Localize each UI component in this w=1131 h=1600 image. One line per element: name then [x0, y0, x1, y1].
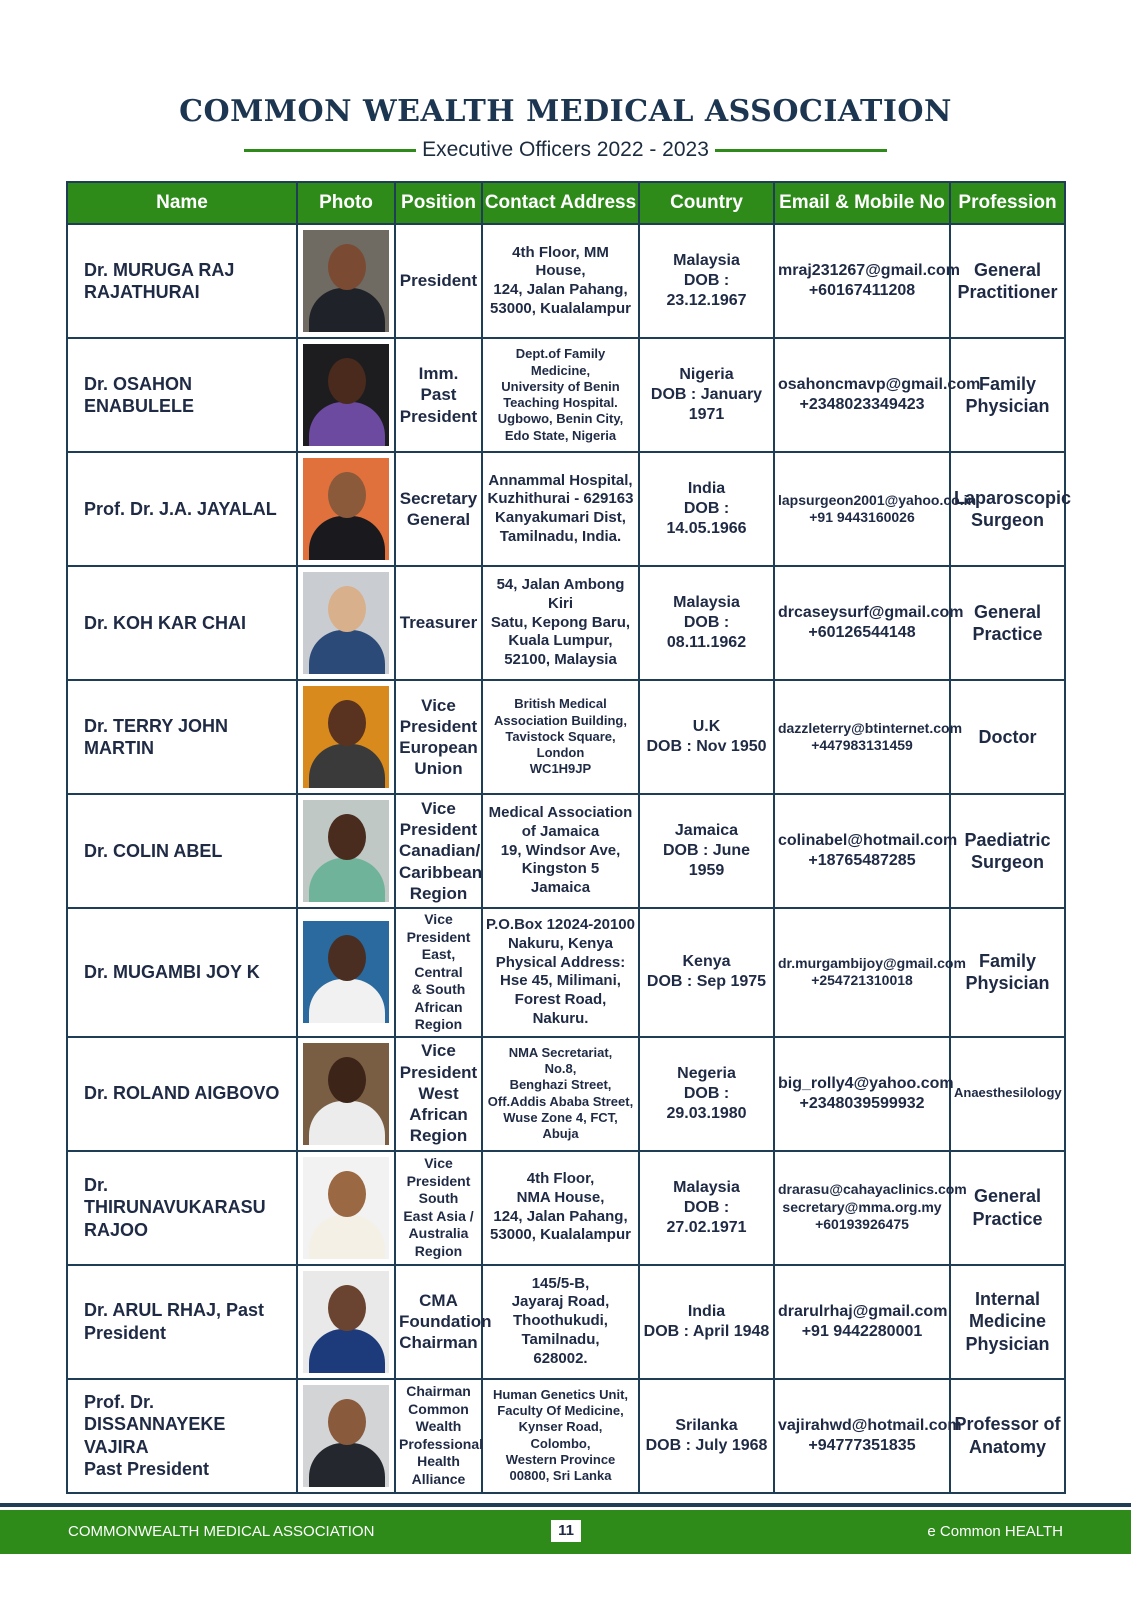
officer-position: CMA Foundation Chairman: [395, 1265, 482, 1379]
photo-cell: [297, 1037, 395, 1151]
officer-email-mobile: big_rolly4@yahoo.com +2348039599932: [774, 1037, 950, 1151]
document-subtitle: Executive Officers 2022 - 2023: [422, 138, 709, 161]
officer-email-mobile: vajirahwd@hotmail.com +94777351835: [774, 1379, 950, 1493]
officer-address: NMA Secretariat, No.8, Benghazi Street, Off.Addis Ababa Street, Wuse Zone 4, FCT, Abuja: [482, 1037, 639, 1151]
officer-name: Dr. ROLAND AIGBOVO: [67, 1037, 297, 1151]
photo-head: [328, 700, 366, 746]
footer-publication: e Common HEALTH: [927, 1523, 1063, 1540]
officer-country-dob: Kenya DOB : Sep 1975: [639, 908, 774, 1037]
officer-email-mobile: dr.murgambijoy@gmail.com +254721310018: [774, 908, 950, 1037]
officer-email-mobile: drarulrhaj@gmail.com +91 9442280001: [774, 1265, 950, 1379]
photo-body: [309, 1443, 385, 1487]
officer-photo: [303, 686, 389, 788]
divider-line: [715, 149, 887, 152]
table-row: [67, 1037, 1065, 1151]
officer-address: P.O.Box 12024-20100 Nakuru, Kenya Physical Address: Hse 45, Milimani, Forest Road, Nakuru.: [482, 908, 639, 1037]
photo-body: [309, 402, 385, 446]
photo-cell: [297, 908, 395, 1037]
officer-name: Prof. Dr. J.A. JAYALAL: [67, 452, 297, 566]
officer-photo: [303, 800, 389, 902]
officer-name: Dr. THIRUNAVUKARASU RAJOO: [67, 1151, 297, 1265]
table-row: [67, 338, 1065, 452]
photo-body: [309, 1329, 385, 1373]
officer-email-mobile: mraj231267@gmail.com +60167411208: [774, 224, 950, 338]
header-profession: Profession: [950, 182, 1065, 224]
officer-photo: [303, 921, 389, 1023]
photo-head: [328, 586, 366, 632]
officer-name: Dr. OSAHON ENABULELE: [67, 338, 297, 452]
officer-profession: Paediatric Surgeon: [950, 794, 1065, 908]
officer-photo: [303, 1043, 389, 1145]
photo-head: [328, 472, 366, 518]
officer-position: Imm. Past President: [395, 338, 482, 452]
officer-name: Prof. Dr. DISSANNAYEKE VAJIRA Past President: [67, 1379, 297, 1493]
footer-organization: COMMONWEALTH MEDICAL ASSOCIATION: [68, 1523, 375, 1540]
officer-position: Vice President Canadian/ Caribbean Region: [395, 794, 482, 908]
photo-head: [328, 935, 366, 981]
officer-country-dob: Malaysia DOB : 08.11.1962: [639, 566, 774, 680]
photo-cell: [297, 1265, 395, 1379]
officer-country-dob: U.K DOB : Nov 1950: [639, 680, 774, 794]
page-footer: [0, 1510, 1131, 1554]
officer-position: President: [395, 224, 482, 338]
photo-head: [328, 358, 366, 404]
officer-photo: [303, 1157, 389, 1259]
photo-cell: [297, 224, 395, 338]
officer-photo: [303, 344, 389, 446]
photo-cell: [297, 452, 395, 566]
officer-profession: General Practice: [950, 566, 1065, 680]
officer-address: Annammal Hospital, Kuzhithurai - 629163 Kanyakumari Dist, Tamilnadu, India.: [482, 452, 639, 566]
officer-address: Dept.of Family Medicine, University of Benin Teaching Hospital. Ugbowo, Benin City, Edo State, Nigeria: [482, 338, 639, 452]
officer-photo: [303, 230, 389, 332]
officer-name: Dr. KOH KAR CHAI: [67, 566, 297, 680]
officer-profession: Laparoscopic Surgeon: [950, 452, 1065, 566]
table-row: [67, 908, 1065, 1037]
header-country: Country: [639, 182, 774, 224]
officer-name: Dr. TERRY JOHN MARTIN: [67, 680, 297, 794]
page-number: 11: [551, 1520, 581, 1542]
officer-profession: Family Physician: [950, 338, 1065, 452]
table-row: [67, 566, 1065, 680]
officer-country-dob: India DOB : April 1948: [639, 1265, 774, 1379]
officer-country-dob: Jamaica DOB : June 1959: [639, 794, 774, 908]
header-photo: Photo: [297, 182, 395, 224]
table-row: [67, 1151, 1065, 1265]
officer-photo: [303, 1271, 389, 1373]
photo-body: [309, 1215, 385, 1259]
officer-address: British Medical Association Building, Tavistock Square, London WC1H9JP: [482, 680, 639, 794]
photo-cell: [297, 338, 395, 452]
officer-name: Dr. ARUL RHAJ, Past President: [67, 1265, 297, 1379]
table-row: [67, 680, 1065, 794]
table-row: [67, 1265, 1065, 1379]
photo-body: [309, 744, 385, 788]
photo-head: [328, 1285, 366, 1331]
officer-address: 4th Floor, MM House, 124, Jalan Pahang, 53000, Kualalampur: [482, 224, 639, 338]
officer-photo: [303, 1385, 389, 1487]
officer-position: Vice President South East Asia / Australia Region: [395, 1151, 482, 1265]
header-position: Position: [395, 182, 482, 224]
officer-profession: Family Physician: [950, 908, 1065, 1037]
officer-country-dob: Malaysia DOB : 27.02.1971: [639, 1151, 774, 1265]
officer-country-dob: Negeria DOB : 29.03.1980: [639, 1037, 774, 1151]
officer-email-mobile: drcaseysurf@gmail.com +60126544148: [774, 566, 950, 680]
photo-head: [328, 1057, 366, 1103]
divider-line: [244, 149, 416, 152]
photo-head: [328, 244, 366, 290]
officer-email-mobile: drarasu@cahayaclinics.com secretary@mma.org.my +60193926475: [774, 1151, 950, 1265]
officer-address: 54, Jalan Ambong Kiri Satu, Kepong Baru, Kuala Lumpur, 52100, Malaysia: [482, 566, 639, 680]
header-email-mobile: Email & Mobile No: [774, 182, 950, 224]
photo-head: [328, 1171, 366, 1217]
photo-cell: [297, 794, 395, 908]
officer-profession: Internal Medicine Physician: [950, 1265, 1065, 1379]
photo-body: [309, 1101, 385, 1145]
header-contact-address: Contact Address: [482, 182, 639, 224]
table-row: [67, 1379, 1065, 1493]
subtitle-row: [0, 138, 1131, 162]
officer-position: Vice President East, Central & South African Region: [395, 908, 482, 1037]
photo-body: [309, 630, 385, 674]
officer-position: Vice President West African Region: [395, 1037, 482, 1151]
officer-address: 145/5-B, Jayaraj Road, Thoothukudi, Tamilnadu, 628002.: [482, 1265, 639, 1379]
officer-address: Medical Association of Jamaica 19, Windsor Ave, Kingston 5 Jamaica: [482, 794, 639, 908]
officer-position: Treasurer: [395, 566, 482, 680]
photo-body: [309, 979, 385, 1023]
table-header-row: [67, 182, 1065, 224]
photo-head: [328, 1399, 366, 1445]
officer-name: Dr. COLIN ABEL: [67, 794, 297, 908]
photo-body: [309, 516, 385, 560]
officer-country-dob: Nigeria DOB : January 1971: [639, 338, 774, 452]
photo-body: [309, 288, 385, 332]
officer-address: 4th Floor, NMA House, 124, Jalan Pahang, 53000, Kualalampur: [482, 1151, 639, 1265]
officer-position: Secretary General: [395, 452, 482, 566]
officer-profession: Doctor: [950, 680, 1065, 794]
document-title: COMMON WEALTH MEDICAL ASSOCIATION: [179, 94, 952, 129]
photo-cell: [297, 566, 395, 680]
officer-country-dob: India DOB : 14.05.1966: [639, 452, 774, 566]
officer-photo: [303, 572, 389, 674]
officer-photo: [303, 458, 389, 560]
officer-position: Chairman Common Wealth Professional Health Alliance: [395, 1379, 482, 1493]
photo-cell: [297, 1379, 395, 1493]
officer-email-mobile: lapsurgeon2001@yahoo.co.in +91 9443160026: [774, 452, 950, 566]
photo-cell: [297, 680, 395, 794]
table-row: [67, 794, 1065, 908]
officer-country-dob: Srilanka DOB : July 1968: [639, 1379, 774, 1493]
officer-email-mobile: osahoncmavp@gmail.com +2348023349423: [774, 338, 950, 452]
officer-profession: Anaesthesilology: [950, 1037, 1065, 1151]
photo-head: [328, 814, 366, 860]
table-row: [67, 224, 1065, 338]
officer-email-mobile: colinabel@hotmail.com +18765487285: [774, 794, 950, 908]
officer-profession: General Practice: [950, 1151, 1065, 1265]
officer-profession: Professor of Anatomy: [950, 1379, 1065, 1493]
officer-profession: General Practitioner: [950, 224, 1065, 338]
table-row: [67, 452, 1065, 566]
officer-name: Dr. MURUGA RAJ RAJATHURAI: [67, 224, 297, 338]
officer-email-mobile: dazzleterry@btinternet.com +447983131459: [774, 680, 950, 794]
officer-country-dob: Malaysia DOB : 23.12.1967: [639, 224, 774, 338]
officer-name: Dr. MUGAMBI JOY K: [67, 908, 297, 1037]
header-name: Name: [67, 182, 297, 224]
photo-cell: [297, 1151, 395, 1265]
footer-divider: [0, 1503, 1131, 1507]
officer-position: Vice President European Union: [395, 680, 482, 794]
officer-address: Human Genetics Unit, Faculty Of Medicine, Kynser Road, Colombo, Western Province 00800, Sri Lanka: [482, 1379, 639, 1493]
photo-body: [309, 858, 385, 902]
officers-table: [66, 181, 1072, 1494]
